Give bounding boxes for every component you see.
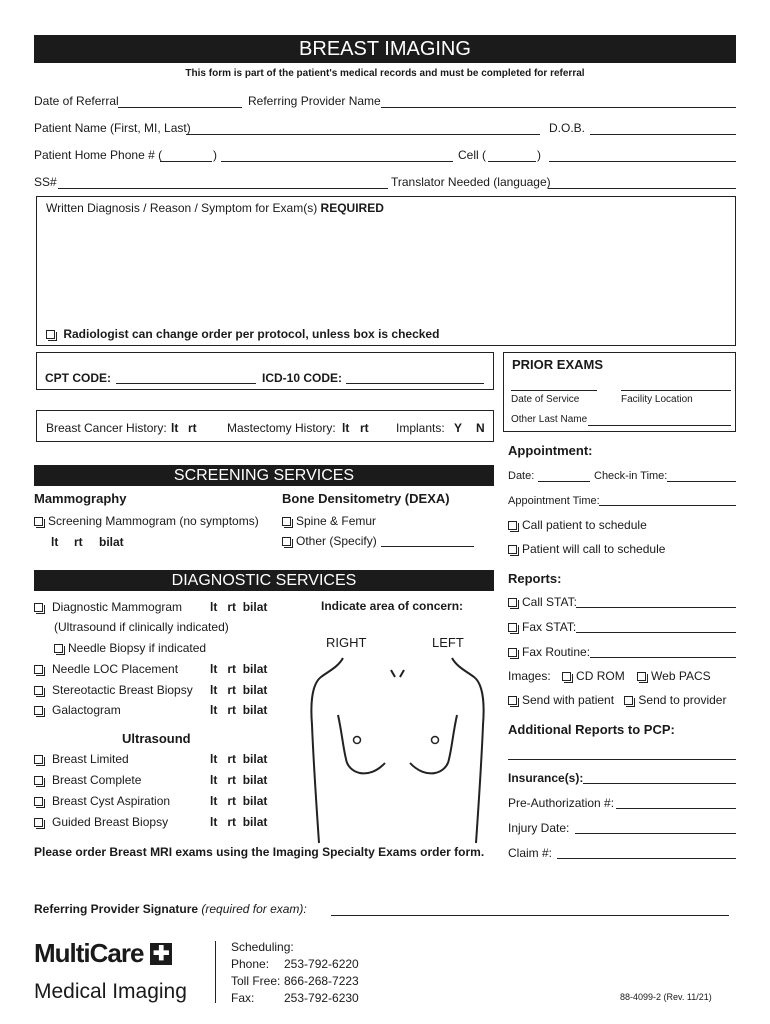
date-of-referral-field[interactable] <box>118 107 242 108</box>
preauth-field[interactable] <box>616 808 736 809</box>
bilat[interactable]: bilat <box>242 752 268 766</box>
needle-biopsy-option[interactable] <box>54 641 206 655</box>
cell-field[interactable] <box>549 161 736 162</box>
implants-n[interactable]: N <box>476 421 485 435</box>
dob-label: D.O.B. <box>549 121 586 135</box>
additional-pcp-label: Additional Reports to PCP: <box>508 722 675 737</box>
appointment-date-field[interactable] <box>538 481 590 482</box>
cyst-aspiration-checkbox[interactable] <box>34 797 43 806</box>
call-stat-text: Call STAT: <box>522 595 577 609</box>
signature-label <box>34 902 307 916</box>
mammography-header: Mammography <box>34 491 127 506</box>
us-lrb-0 <box>210 752 267 766</box>
rt[interactable]: rt <box>227 794 237 808</box>
send-provider-text: Send to provider <box>638 693 727 707</box>
send-row <box>508 693 726 707</box>
rt[interactable]: rt <box>227 815 237 829</box>
diagnostic-mammogram-option[interactable] <box>34 600 182 614</box>
diagnostic-header-bar <box>34 570 494 591</box>
logo-multicare <box>34 938 172 969</box>
implants-y[interactable]: Y <box>454 421 463 435</box>
diagnosis-box[interactable] <box>36 196 736 346</box>
lt[interactable]: lt <box>210 752 218 766</box>
rt[interactable]: rt <box>227 600 237 614</box>
patient-name-field[interactable] <box>186 134 540 135</box>
reports-header: Reports: <box>508 571 562 586</box>
bilat[interactable]: bilat <box>242 683 268 697</box>
signature-note: (required for exam): <box>201 902 307 916</box>
breast-cancer-label: Breast Cancer History: <box>46 421 167 435</box>
ultrasound-header: Ultrasound <box>122 731 191 746</box>
cd-rom-text: CD ROM <box>576 669 625 683</box>
screening-header: SCREENING SERVICES <box>173 467 355 484</box>
guided-biopsy-option[interactable] <box>34 815 168 829</box>
page-subtitle: This form is part of the patient's medical records and must be completed for referral <box>185 68 585 79</box>
mastectomy-lt[interactable]: lt <box>342 421 350 435</box>
images-row <box>508 669 711 683</box>
call-patient-text: Call patient to schedule <box>522 518 647 532</box>
rt[interactable]: rt <box>227 662 237 676</box>
screening-header-bar <box>34 465 494 486</box>
rt[interactable]: rt <box>227 752 237 766</box>
cd-rom-checkbox[interactable] <box>562 672 571 681</box>
appointment-time-label: Appointment Time: <box>508 495 600 507</box>
fax-routine-checkbox[interactable] <box>508 648 517 657</box>
lt[interactable]: lt <box>210 773 218 787</box>
date-of-service-field[interactable] <box>511 390 597 391</box>
needle-loc-text: Needle LOC Placement <box>52 662 179 676</box>
screening-mammogram-option[interactable] <box>34 514 259 528</box>
cell-area-field[interactable] <box>488 161 536 162</box>
lt[interactable]: lt <box>210 683 218 697</box>
needle-loc-checkbox[interactable] <box>34 665 43 674</box>
cyst-aspiration-option[interactable] <box>34 794 170 808</box>
mastectomy-rt[interactable]: rt <box>360 421 369 435</box>
referring-provider-label: Referring Provider Name <box>248 94 381 108</box>
facility-location-label: Facility Location <box>621 394 693 405</box>
us-lrb-3 <box>210 815 267 829</box>
screening-bilat[interactable]: bilat <box>99 535 124 549</box>
checkin-field[interactable] <box>667 481 736 482</box>
breast-limited-text: Breast Limited <box>52 752 129 766</box>
footer-divider <box>215 941 216 1003</box>
referring-provider-field[interactable] <box>381 107 736 108</box>
page-title: BREAST IMAGING <box>299 38 471 60</box>
signature-label-text: Referring Provider Signature <box>34 902 199 916</box>
other-last-name-field[interactable] <box>588 425 731 426</box>
rt[interactable]: rt <box>227 683 237 697</box>
send-provider-checkbox[interactable] <box>624 696 633 705</box>
patient-will-call-option[interactable] <box>508 542 665 556</box>
signature-field[interactable] <box>331 915 729 916</box>
screening-rt[interactable]: rt <box>74 535 83 549</box>
needle-loc-option[interactable] <box>34 662 178 676</box>
dexa-header: Bone Densitometry (DEXA) <box>282 491 450 506</box>
web-pacs-text: Web PACS <box>651 669 711 683</box>
prior-exams-header: PRIOR EXAMS <box>512 357 604 372</box>
dexa-other-field[interactable] <box>381 546 474 547</box>
diagnosis-label <box>46 201 384 215</box>
lt[interactable]: lt <box>210 815 218 829</box>
appointment-header: Appointment: <box>508 443 593 458</box>
breast-limited-option[interactable] <box>34 752 129 766</box>
cpt-field[interactable] <box>116 383 256 384</box>
bilat[interactable]: bilat <box>242 600 268 614</box>
title-bar <box>34 35 736 63</box>
screening-lt[interactable]: lt <box>51 535 59 549</box>
fax-stat-text: Fax STAT: <box>522 620 577 634</box>
radiologist-note-text: Radiologist can change order per protocol, unless box is checked <box>63 327 440 341</box>
left-label: LEFT <box>432 635 464 650</box>
diagnosis-label-text: Written Diagnosis / Reason / Symptom for Exam(s) <box>46 201 318 215</box>
send-patient-text: Send with patient <box>522 693 615 707</box>
patient-name-label: Patient Name (First, MI, Last) <box>34 121 191 135</box>
guided-biopsy-text: Guided Breast Biopsy <box>52 815 169 829</box>
logo-medical-imaging: Medical Imaging <box>34 980 187 1003</box>
rt[interactable]: rt <box>227 773 237 787</box>
patient-will-call-checkbox[interactable] <box>508 545 517 554</box>
needle-biopsy-checkbox[interactable] <box>54 644 63 653</box>
lt[interactable]: lt <box>210 703 218 717</box>
galactogram-option[interactable] <box>34 703 121 717</box>
us-lrb-2 <box>210 794 267 808</box>
images-label: Images: <box>508 669 551 683</box>
bilat[interactable]: bilat <box>242 815 268 829</box>
translator-field[interactable] <box>548 188 736 189</box>
bilat[interactable]: bilat <box>242 773 268 787</box>
right-label: RIGHT <box>326 635 367 650</box>
breast-cancer-rt[interactable]: rt <box>188 421 197 435</box>
fax-number[interactable]: 253-792-6230 <box>284 991 359 1005</box>
fax-stat-checkbox[interactable] <box>508 623 517 632</box>
home-phone-field[interactable] <box>221 161 453 162</box>
cpt-label: CPT CODE: <box>45 371 111 385</box>
injury-date-label: Injury Date: <box>508 821 570 835</box>
other-last-name-label: Other Last Name <box>511 414 588 425</box>
send-patient-checkbox[interactable] <box>508 696 517 705</box>
bilat[interactable]: bilat <box>242 794 268 808</box>
fax-stat-field[interactable] <box>576 632 736 633</box>
icd-field[interactable] <box>346 383 484 384</box>
diag-lrb-0 <box>210 600 267 614</box>
radiologist-note <box>46 327 439 341</box>
diagnostic-header: DIAGNOSTIC SERVICES <box>171 572 357 589</box>
needle-biopsy-text: Needle Biopsy if indicated <box>68 641 207 655</box>
cross-icon: ✚ <box>150 943 172 965</box>
call-stat-field[interactable] <box>576 607 736 608</box>
ss-label: SS# <box>34 175 57 189</box>
injury-date-field[interactable] <box>575 833 736 834</box>
call-stat-option[interactable] <box>508 595 577 609</box>
claim-label: Claim #: <box>508 846 553 860</box>
fax-routine-field[interactable] <box>590 657 736 658</box>
galactogram-text: Galactogram <box>52 703 121 717</box>
scheduling-label: Scheduling: <box>231 940 294 954</box>
breast-complete-text: Breast Complete <box>52 773 142 787</box>
call-stat-checkbox[interactable] <box>508 598 517 607</box>
breast-limited-checkbox[interactable] <box>34 755 43 764</box>
tollfree-label: Toll Free: <box>231 974 281 988</box>
stereotactic-text: Stereotactic Breast Biopsy <box>52 683 193 697</box>
cell-close: ) <box>537 148 541 162</box>
tollfree-number[interactable]: 866-268-7223 <box>284 974 359 988</box>
bilat[interactable]: bilat <box>242 662 268 676</box>
stereotactic-checkbox[interactable] <box>34 686 43 695</box>
cell-label: Cell ( <box>458 148 487 162</box>
ss-field[interactable] <box>58 188 388 189</box>
dob-field[interactable] <box>590 134 736 135</box>
date-of-service-label: Date of Service <box>511 394 580 405</box>
guided-biopsy-checkbox[interactable] <box>34 818 43 827</box>
facility-location-field[interactable] <box>621 390 731 391</box>
fax-routine-option[interactable] <box>508 645 590 659</box>
screening-mammogram-text: Screening Mammogram (no symptoms) <box>48 514 259 528</box>
ultrasound-note: (Ultrasound if clinically indicated) <box>54 620 229 634</box>
home-phone-area-field[interactable] <box>160 161 212 162</box>
spine-femur-option[interactable] <box>282 514 376 528</box>
torso-diagram[interactable] <box>305 655 490 845</box>
call-patient-option[interactable] <box>508 518 647 532</box>
phone-label: Phone: <box>231 957 270 971</box>
additional-pcp-field[interactable] <box>508 759 736 760</box>
appointment-time-field[interactable] <box>599 505 736 506</box>
mri-note: Please order Breast MRI exams using the Imaging Specialty Exams order form. <box>34 845 485 859</box>
rt[interactable]: rt <box>227 703 237 717</box>
bilat[interactable]: bilat <box>242 703 268 717</box>
lt[interactable]: lt <box>210 600 218 614</box>
required-tag: REQUIRED <box>320 201 384 215</box>
home-phone-close: ) <box>213 148 217 162</box>
home-phone-label: Patient Home Phone # ( <box>34 148 163 162</box>
stereotactic-option[interactable] <box>34 683 193 697</box>
diagnostic-mammogram-checkbox[interactable] <box>34 603 43 612</box>
diag-lrb-2 <box>210 683 267 697</box>
checkin-label: Check-in Time: <box>594 470 668 482</box>
cyst-aspiration-text: Breast Cyst Aspiration <box>52 794 171 808</box>
phone-number[interactable]: 253-792-6220 <box>284 957 359 971</box>
insurance-label: Insurance(s): <box>508 771 584 785</box>
fax-stat-option[interactable] <box>508 620 576 634</box>
diag-lrb-3 <box>210 703 267 717</box>
fax-routine-text: Fax Routine: <box>522 645 591 659</box>
implants-label: Implants: <box>396 421 445 435</box>
galactogram-checkbox[interactable] <box>34 706 43 715</box>
fax-label: Fax: <box>231 991 255 1005</box>
spine-femur-text: Spine & Femur <box>296 514 377 528</box>
breast-complete-checkbox[interactable] <box>34 776 43 785</box>
dexa-other-option[interactable] <box>282 534 377 548</box>
diagnostic-mammogram-text: Diagnostic Mammogram <box>52 600 183 614</box>
insurance-field[interactable] <box>583 783 736 784</box>
form-number: 88-4099-2 (Rev. 11/21) <box>620 992 712 1002</box>
dexa-other-text: Other (Specify) <box>296 534 377 548</box>
preauth-label: Pre-Authorization #: <box>508 796 615 810</box>
diag-lrb-1 <box>210 662 267 676</box>
lt[interactable]: lt <box>210 794 218 808</box>
screening-mammogram-checkbox[interactable] <box>34 517 43 526</box>
breast-cancer-lt[interactable]: lt <box>171 421 179 435</box>
date-of-referral-label: Date of Referral <box>34 94 119 108</box>
logo-top-text: MultiCare <box>34 938 144 968</box>
call-patient-checkbox[interactable] <box>508 521 517 530</box>
web-pacs-checkbox[interactable] <box>637 672 646 681</box>
mastectomy-label: Mastectomy History: <box>227 421 336 435</box>
dexa-other-checkbox[interactable] <box>282 537 291 546</box>
radiologist-checkbox[interactable] <box>46 330 55 339</box>
lt[interactable]: lt <box>210 662 218 676</box>
area-of-concern-label: Indicate area of concern: <box>321 599 464 613</box>
translator-label: Translator Needed (language) <box>391 175 551 189</box>
breast-complete-option[interactable] <box>34 773 141 787</box>
claim-field[interactable] <box>557 858 736 859</box>
icd-label: ICD-10 CODE: <box>262 371 343 385</box>
patient-will-call-text: Patient will call to schedule <box>522 542 666 556</box>
us-lrb-1 <box>210 773 267 787</box>
spine-femur-checkbox[interactable] <box>282 517 291 526</box>
appointment-date-label: Date: <box>508 470 535 482</box>
